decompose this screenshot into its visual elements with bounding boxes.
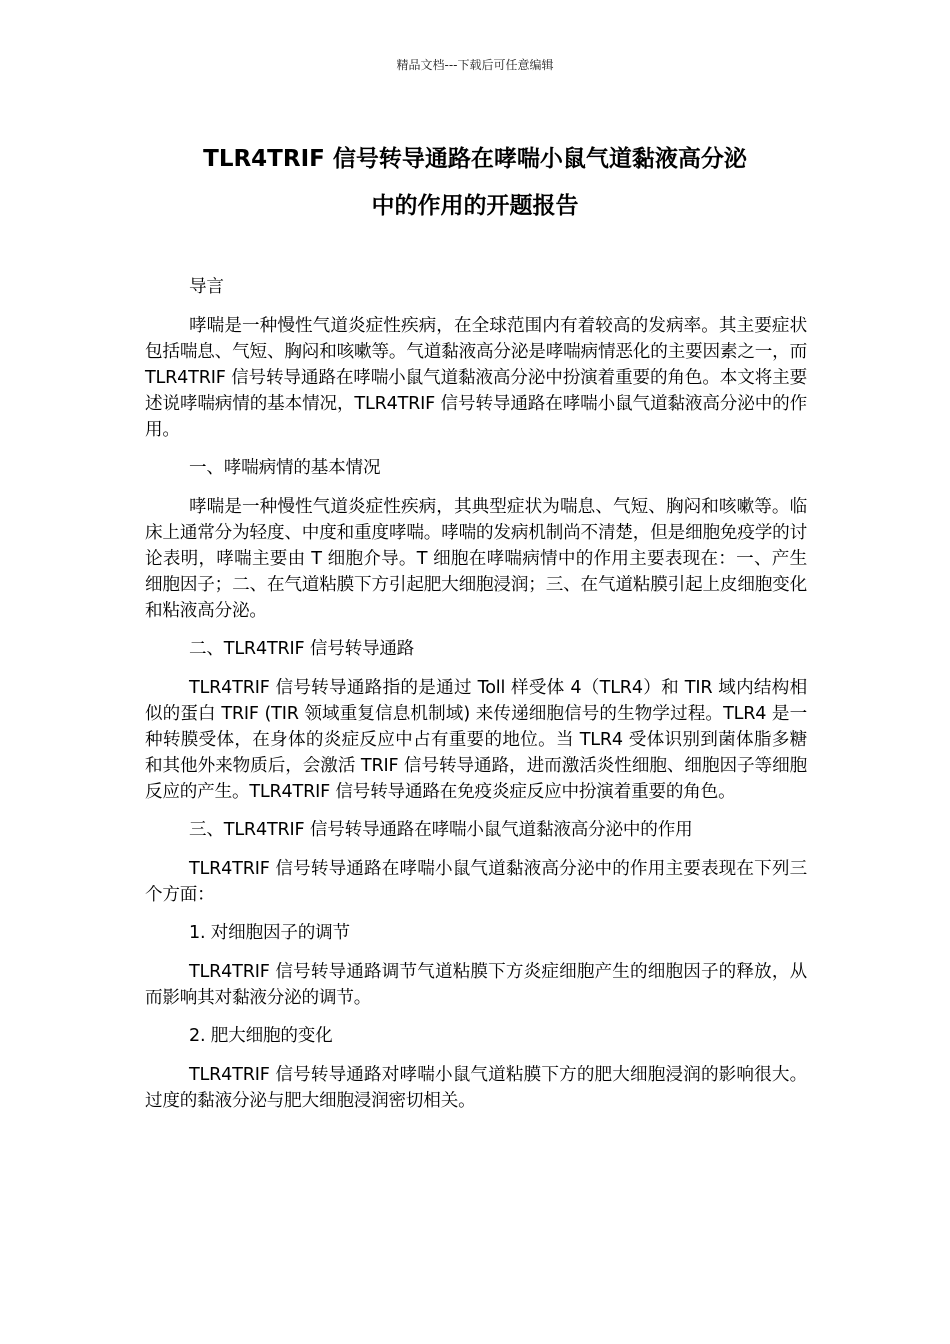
document-title-line-1: TLR4TRIF 信号转导通路在哮喘小鼠气道黏液高分泌 (203, 146, 747, 172)
subsection-2-heading: 2. 肥大细胞的变化 (189, 1026, 333, 1046)
document-title-line-2: 中的作用的开题报告 (371, 193, 579, 219)
intro-paragraph: 哮喘是一种慢性气道炎症性疾病，在全球范围内有着较高的发病率。其主要症状包括喘息、气短、胸闷和咳嗽等。气道黏液高分泌是哮喘病情恶化的主要因素之一，而 TLR4TRIF 信号转导通路在哮喘小鼠气道黏液高分泌中扮演着重要的角色。本文将主要述说哮喘病情的基本情况，TLR4TRIF 信号转导通路在哮喘小鼠气道黏液高分泌中的作用。 (145, 316, 807, 440)
subsection-2-paragraph: TLR4TRIF 信号转导通路对哮喘小鼠气道粘膜下方的肥大细胞浸润的影响很大。过度的黏液分泌与肥大细胞浸润密切相关。 (145, 1065, 807, 1111)
section-3-heading: 三、TLR4TRIF 信号转导通路在哮喘小鼠气道黏液高分泌中的作用 (189, 820, 693, 840)
section-1-paragraph: 哮喘是一种慢性气道炎症性疾病，其典型症状为喘息、气短、胸闷和咳嗽等。临床上通常分为轻度、中度和重度哮喘。哮喘的发病机制尚不清楚，但是细胞免疫学的讨论表明，哮喘主要由 T 细胞介导。T 细胞在哮喘病情中的作用主要表现在：一、产生细胞因子；二、在气道粘膜下方引起肥大细胞浸润；三、在气道粘膜引起上皮细胞变化和粘液高分泌。 (145, 497, 807, 621)
intro-heading: 导言 (189, 277, 224, 297)
section-3-paragraph: TLR4TRIF 信号转导通路在哮喘小鼠气道黏液高分泌中的作用主要表现在下列三个方面： (145, 859, 807, 905)
document-body (145, 274, 807, 1126)
subsection-1-paragraph: TLR4TRIF 信号转导通路调节气道粘膜下方炎症细胞产生的细胞因子的释放，从而影响其对黏液分泌的调节。 (145, 962, 807, 1008)
subsection-1-heading: 1. 对细胞因子的调节 (189, 923, 350, 943)
document-title (145, 136, 805, 230)
section-1-heading: 一、哮喘病情的基本情况 (189, 458, 381, 478)
section-2-heading: 二、TLR4TRIF 信号转导通路 (189, 639, 415, 659)
page-header-note: 精品文档---下载后可任意编辑 (396, 58, 554, 72)
section-2-paragraph: TLR4TRIF 信号转导通路指的是通过 Toll 样受体 4（TLR4）和 TIR 域内结构相似的蛋白 TRIF (TIR 领域重复信息机制域) 来传递细胞信号的生物学过程。TLR4 是一种转膜受体，在身体的炎症反应中占有重要的地位。当 TLR4 受体识别到菌体脂多糖和其他外来物质后，会激活 TRIF 信号转导通路，进而激活炎性细胞、细胞因子等细胞反应的产生。TLR4TRIF 信号转导通路在免疫炎症反应中扮演着重要的角色。 (145, 678, 807, 802)
